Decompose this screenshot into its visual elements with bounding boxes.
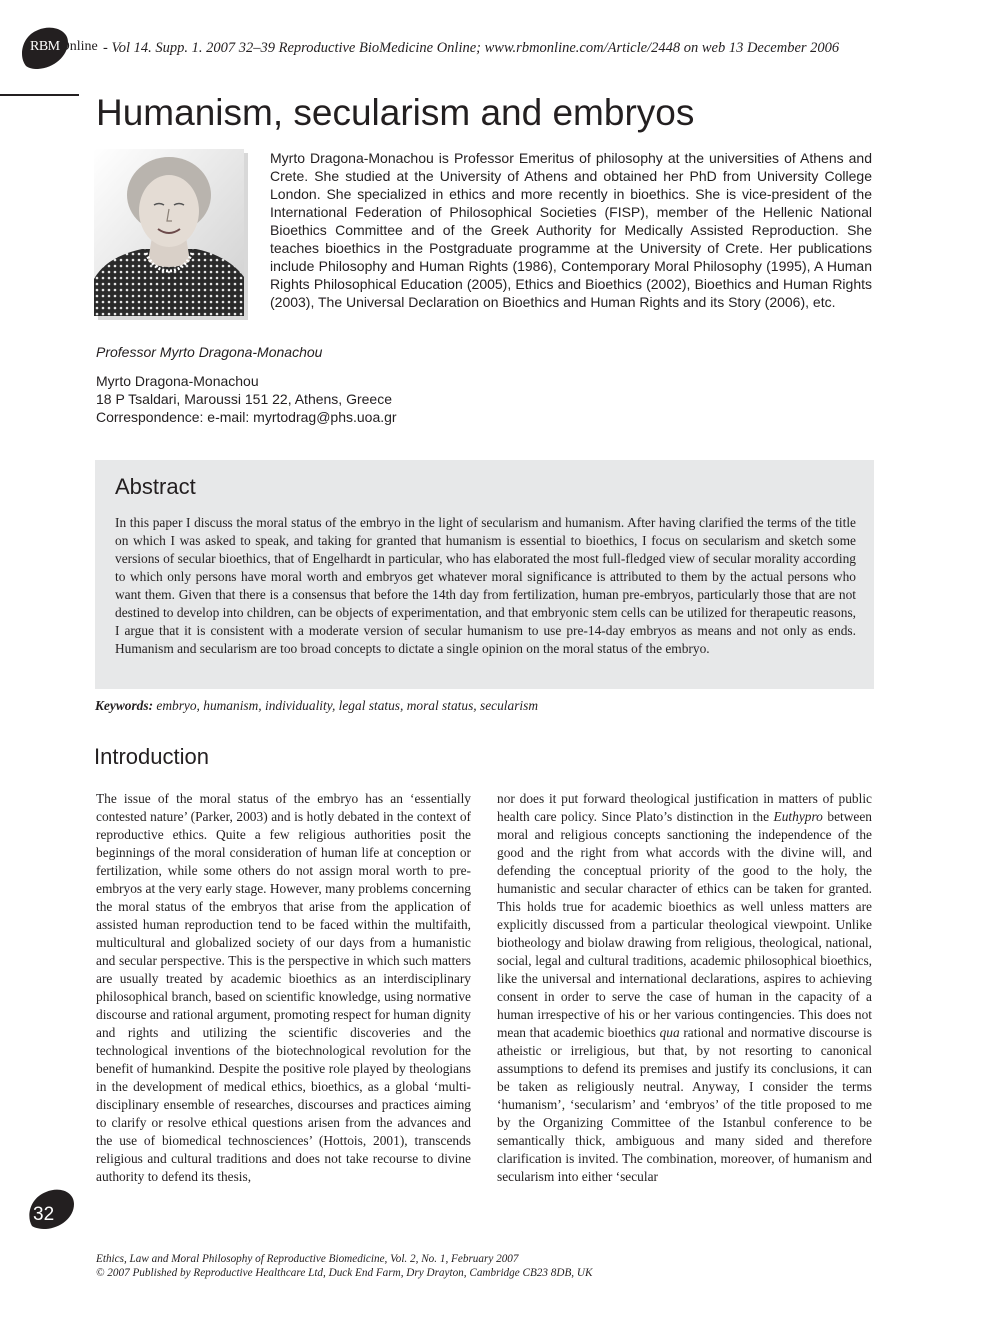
col-right-italic-qua: qua bbox=[659, 1025, 680, 1040]
col-right-part-3: rational and normative discourse is atheistic or irreligious, but that, by not resorting to canonical assumptions to defend its premises and justify its conclusions, it can be taken as religiously neutral. Anyway, I consider the terms ‘humanism’, ‘secularism’ and ‘embryos’ of the title proposed to me by the Organizing Committee of the Istanbul conference to be semantically thick, ambiguous and many sided and therefore clarification is invited. The combination, moreover, of humanism and secularism into either ‘secular bbox=[497, 1025, 872, 1184]
abstract-heading: Abstract bbox=[115, 474, 196, 499]
logo-online-text: Online bbox=[59, 39, 98, 54]
footer-line-2: © 2007 Published by Reproductive Healthcare Ltd, Duck End Farm, Dry Drayton, Cambridge CB23 8DB, UK bbox=[96, 1267, 593, 1279]
author-address bbox=[96, 372, 397, 426]
portrait-caption: Professor Myrto Dragona-Monachou bbox=[96, 344, 323, 360]
author-portrait bbox=[94, 149, 244, 316]
footer-line-1: Ethics, Law and Moral Philosophy of Reproductive Biomedicine, Vol. 2, No. 1, February 2007 bbox=[96, 1253, 519, 1265]
introduction-heading: Introduction bbox=[94, 744, 209, 769]
header-rule bbox=[0, 94, 79, 96]
abstract-text: In this paper I discuss the moral status of the embryo in the light of secularism and humanism. After having clarified the terms of the title on which I was asked to speak, and taking for granted that humanism is essential to bioethics, I focus on secularism and sketch some versions of secular bioethics, that of Engelhardt in particular, who has elaborated the most full-fledged view of secular morality according to which only persons have moral worth and embryos get whatever moral significance is attributed to them by the actual persons who want them. Given that there is a consensus that before the 14th day from fertilization, human pre-embryos, particularly those that are not destined to develop into children, can be objects of experimentation, and that embryonic stem cells can be utilized for therapeutic reasons, I argue that it is consistent with a moderate version of secular humanism to use pre-14-day embryos as means and not only as ends. Humanism and secularism are too broad concepts to dictate a single opinion on the moral status of the embryo. bbox=[115, 515, 856, 656]
keywords-list: embryo, humanism, individuality, legal status, moral status, secularism bbox=[156, 698, 539, 713]
col-right-italic-euthypro: Euthypro bbox=[773, 809, 823, 824]
address-street: 18 P Tsaldari, Maroussi 151 22, Athens, Greece bbox=[96, 391, 392, 407]
col-right-part-1: nor does it put forward theological justification in matters of public health care policy. Since Plato’s distinction in the bbox=[497, 791, 872, 824]
col-right-part-2: between moral and religious concepts sanctioning the independence of the good and the right from what accords with the divine will, and defending the conceptual priority of the good to the holy, the humanistic and secular character of ethics can be taken for granted. This holds true for academic bioethics as well unless matters are explicitly discussed from a particular theological viewpoint. Unlike biotheology and biolaw drawing from religious, theological, national, social, legal and cultural traditions, academic philosophical bioethics, like the universal and international declarations, aspires to achieving consent in order to serve the case of human in the capacity of a human irrespective of his or her various contingencies. This does not mean that academic bioethics bbox=[497, 809, 872, 1040]
keywords bbox=[95, 698, 538, 714]
article-title: Humanism, secularism and embryos bbox=[96, 92, 695, 133]
journal-citation: - Vol 14. Supp. 1. 2007 32–39 Reproductive BioMedicine Online; www.rbmonline.com/Article/2448 on web 13 December 2006 bbox=[103, 40, 840, 56]
page-number: 32 bbox=[33, 1204, 55, 1225]
logo-rbm-text: RBM bbox=[30, 39, 60, 54]
address-name: Myrto Dragona-Monachou bbox=[96, 373, 259, 389]
introduction-column-right bbox=[497, 790, 872, 1186]
address-correspondence: Correspondence: e-mail: myrtodrag@phs.uoa.gr bbox=[96, 409, 397, 425]
rbm-online-logo bbox=[30, 39, 98, 55]
keywords-label: Keywords: bbox=[95, 698, 154, 713]
introduction-column-left: The issue of the moral status of the embryo has an ‘essentially contested nature’ (Parker, 2003) and is hotly debated in the context of reproductive ethics. Quite a few religious authorities posit the beginnings of the moral consideration of human life at conception or fertilization, while some others do not assign moral worth to pre-embryos at the very early stage. However, many problems concerning the moral status of the embryos that arise from the application of assisted human reproduction tend to be faced within the multifaith, multicultural and globalized society of our days from a humanistic and secular perspective. This is the perspective in which such matters are usually treated by academic bioethics as an interdisciplinary philosophical branch, based on scientific knowledge, using normative discourse and rational argument, promoting respect for human dignity and rights and utilizing the scientific discoveries and the technological inventions of the biotechnological revolution for the benefit of humankind. Despite the positive role played by theologians in the development of medical ethics, bioethics, as a global ‘multi-disciplinary ensemble of researches, discourses and practices aiming to clarify or resolve ethical questions arisen from the advances and the use of biomedical technosciences’ (Hottois, 2001), transcends religious and cultural traditions and does not take recourse to divine authority to defend its thesis, bbox=[96, 791, 471, 1184]
author-bio: Myrto Dragona-Monachou is Professor Emeritus of philosophy at the universities of Athens and Crete. She studied at the University of Athens and obtained her PhD from University College London. She specialized in ethics and more recently in bioethics. She is vice-president of the International Federation of Philosophical Societies (FISP), member of the Hellenic National Bioethics Committee and of the Greek Authority for Medically Assisted Reproduction. She teaches bioethics in the Postgraduate programme at the University of Crete. Her publications include Philosophy and Human Rights (1986), Contemporary Moral Philosophy (1995), A Human Rights Philosophical Education (2005), Ethics and Bioethics (2002), Bioethics and Human Rights (2003), The Universal Declaration on Bioethics and Human Rights and its Story (2006), etc. bbox=[270, 150, 872, 310]
page-footer bbox=[96, 1252, 592, 1280]
